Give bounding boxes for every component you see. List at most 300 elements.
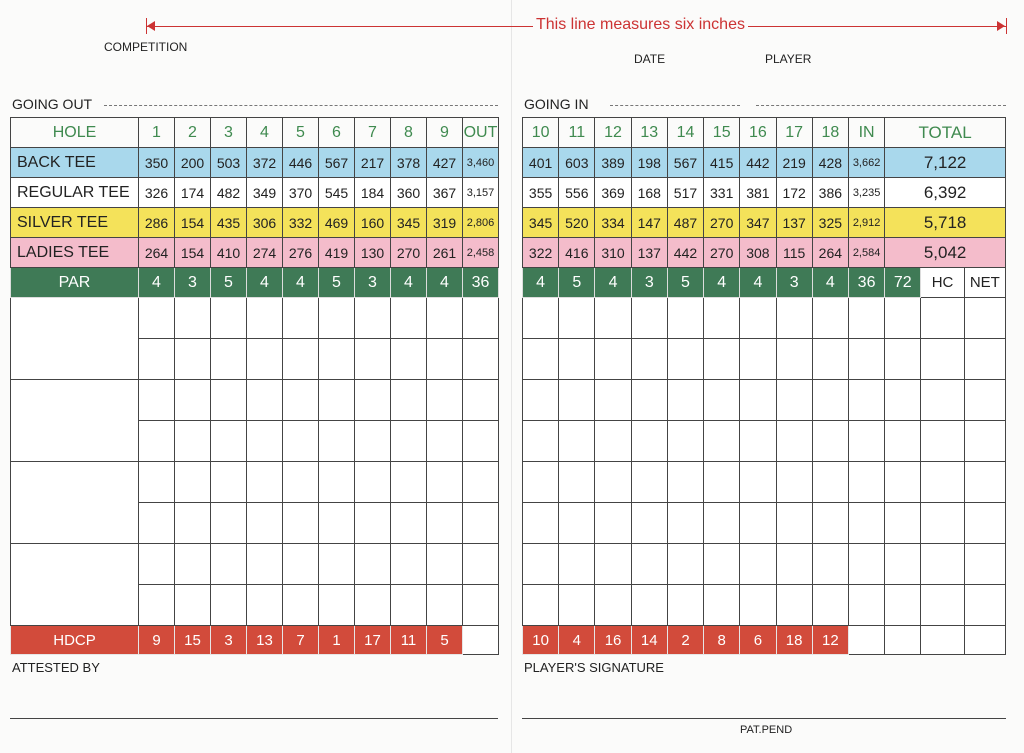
tee-name: LADIES TEE bbox=[11, 238, 139, 268]
score-cell[interactable] bbox=[523, 298, 559, 339]
score-cell[interactable] bbox=[427, 380, 463, 421]
net-cell[interactable] bbox=[964, 544, 1005, 585]
score-cell[interactable] bbox=[247, 544, 283, 585]
score-cell[interactable] bbox=[139, 503, 175, 544]
hole-number: 15 bbox=[704, 118, 740, 148]
score-cell[interactable] bbox=[211, 544, 247, 585]
hole-number: 18 bbox=[812, 118, 848, 148]
score-cell[interactable] bbox=[776, 503, 812, 544]
hdcp-cell: 9 bbox=[139, 626, 175, 655]
par-cell: 4 bbox=[812, 268, 848, 298]
score-cell[interactable] bbox=[704, 585, 740, 626]
score-cell[interactable] bbox=[704, 462, 740, 503]
going-in-label: GOING IN bbox=[524, 96, 593, 112]
score-cell[interactable] bbox=[667, 544, 703, 585]
score-row bbox=[11, 380, 499, 421]
players-signature-label: PLAYER'S SIGNATURE bbox=[524, 660, 664, 675]
score-cell[interactable] bbox=[631, 585, 667, 626]
yardage-cell: 487 bbox=[667, 208, 703, 238]
hdcp-cell: 18 bbox=[776, 626, 812, 655]
score-cell[interactable] bbox=[848, 339, 884, 380]
score-cell[interactable] bbox=[559, 380, 595, 421]
score-cell[interactable] bbox=[595, 503, 631, 544]
score-cell[interactable] bbox=[391, 544, 427, 585]
score-cell[interactable] bbox=[776, 585, 812, 626]
score-cell[interactable] bbox=[247, 298, 283, 339]
score-cell[interactable] bbox=[667, 421, 703, 462]
score-row bbox=[523, 298, 1006, 339]
score-cell[interactable] bbox=[283, 503, 319, 544]
yardage-cell: 545 bbox=[319, 178, 355, 208]
par-out-cell: 36 bbox=[463, 268, 499, 298]
score-cell[interactable] bbox=[631, 544, 667, 585]
score-cell[interactable] bbox=[355, 585, 391, 626]
hdcp-blank-cell bbox=[463, 626, 499, 655]
score-cell[interactable] bbox=[848, 503, 884, 544]
yardage-cell: 184 bbox=[355, 178, 391, 208]
score-cell[interactable] bbox=[319, 585, 355, 626]
score-cell[interactable] bbox=[175, 462, 211, 503]
score-cell[interactable] bbox=[667, 298, 703, 339]
in-total-cell: 3,235 bbox=[848, 178, 884, 208]
yardage-cell: 217 bbox=[355, 148, 391, 178]
score-cell[interactable] bbox=[631, 380, 667, 421]
score-cell[interactable] bbox=[139, 462, 175, 503]
par-cell: 3 bbox=[175, 268, 211, 298]
score-cell[interactable] bbox=[667, 339, 703, 380]
score-cell[interactable] bbox=[559, 585, 595, 626]
out-total-cell: 2,458 bbox=[463, 238, 499, 268]
score-cell[interactable] bbox=[319, 544, 355, 585]
par-cell: 5 bbox=[559, 268, 595, 298]
hdcp-cell: 4 bbox=[559, 626, 595, 655]
yardage-cell: 469 bbox=[319, 208, 355, 238]
score-cell[interactable] bbox=[559, 339, 595, 380]
score-cell[interactable] bbox=[463, 585, 499, 626]
score-cell[interactable] bbox=[175, 585, 211, 626]
par-label: PAR bbox=[11, 268, 139, 298]
score-cell[interactable] bbox=[667, 585, 703, 626]
net-cell[interactable] bbox=[964, 380, 1005, 421]
hdcp-cell: 3 bbox=[211, 626, 247, 655]
yardage-cell: 137 bbox=[776, 208, 812, 238]
score-cell[interactable] bbox=[595, 585, 631, 626]
score-cell[interactable] bbox=[283, 380, 319, 421]
score-cell[interactable] bbox=[523, 462, 559, 503]
total-score-cell[interactable] bbox=[885, 462, 921, 503]
score-cell[interactable] bbox=[776, 298, 812, 339]
score-cell[interactable] bbox=[812, 462, 848, 503]
yardage-cell: 154 bbox=[175, 238, 211, 268]
hc-cell[interactable] bbox=[921, 585, 964, 626]
hc-cell[interactable] bbox=[921, 421, 964, 462]
silver-tee-row bbox=[11, 208, 499, 238]
score-cell[interactable] bbox=[848, 585, 884, 626]
score-cell[interactable] bbox=[776, 544, 812, 585]
score-cell[interactable] bbox=[247, 380, 283, 421]
par-cell: 4 bbox=[139, 268, 175, 298]
tee-name: REGULAR TEE bbox=[11, 178, 139, 208]
score-cell[interactable] bbox=[427, 544, 463, 585]
score-cell[interactable] bbox=[595, 421, 631, 462]
score-cell[interactable] bbox=[812, 298, 848, 339]
score-cell[interactable] bbox=[848, 462, 884, 503]
yardage-cell: 386 bbox=[812, 178, 848, 208]
score-cell[interactable] bbox=[740, 503, 776, 544]
hdcp-row bbox=[11, 626, 499, 655]
score-cell[interactable] bbox=[740, 380, 776, 421]
score-cell[interactable] bbox=[319, 339, 355, 380]
score-cell[interactable] bbox=[355, 462, 391, 503]
score-cell[interactable] bbox=[427, 339, 463, 380]
score-cell[interactable] bbox=[740, 421, 776, 462]
hdcp-cell: 14 bbox=[631, 626, 667, 655]
yardage-cell: 326 bbox=[139, 178, 175, 208]
score-cell[interactable] bbox=[211, 462, 247, 503]
yardage-cell: 389 bbox=[595, 148, 631, 178]
score-cell[interactable] bbox=[667, 380, 703, 421]
grand-total-cell: 7,122 bbox=[885, 148, 1006, 178]
yardage-cell: 517 bbox=[667, 178, 703, 208]
score-cell[interactable] bbox=[283, 421, 319, 462]
score-cell[interactable] bbox=[812, 339, 848, 380]
in-total-cell: 3,662 bbox=[848, 148, 884, 178]
ruler-right-tick bbox=[1006, 18, 1007, 34]
yardage-cell: 172 bbox=[776, 178, 812, 208]
score-cell[interactable] bbox=[704, 544, 740, 585]
score-row bbox=[11, 421, 499, 462]
score-cell[interactable] bbox=[139, 339, 175, 380]
score-cell[interactable] bbox=[463, 503, 499, 544]
net-cell[interactable] bbox=[964, 585, 1005, 626]
score-cell[interactable] bbox=[523, 544, 559, 585]
score-cell[interactable] bbox=[595, 298, 631, 339]
score-cell[interactable] bbox=[211, 339, 247, 380]
score-cell[interactable] bbox=[812, 503, 848, 544]
score-cell[interactable] bbox=[391, 585, 427, 626]
score-cell[interactable] bbox=[391, 503, 427, 544]
grand-total-cell: 5,042 bbox=[885, 238, 1006, 268]
score-cell[interactable] bbox=[391, 421, 427, 462]
score-cell[interactable] bbox=[631, 339, 667, 380]
date-label: DATE bbox=[634, 52, 666, 66]
score-row bbox=[523, 380, 1006, 421]
score-cell[interactable] bbox=[812, 585, 848, 626]
score-cell[interactable] bbox=[848, 380, 884, 421]
score-cell[interactable] bbox=[463, 421, 499, 462]
hole-number: 9 bbox=[427, 118, 463, 148]
par-cell: 5 bbox=[667, 268, 703, 298]
score-cell[interactable] bbox=[848, 421, 884, 462]
score-cell[interactable] bbox=[211, 421, 247, 462]
score-cell[interactable] bbox=[463, 339, 499, 380]
score-cell[interactable] bbox=[704, 380, 740, 421]
yardage-cell: 603 bbox=[559, 148, 595, 178]
score-cell[interactable] bbox=[319, 503, 355, 544]
net-cell[interactable] bbox=[964, 339, 1005, 380]
score-cell[interactable] bbox=[704, 298, 740, 339]
player-name-cell[interactable] bbox=[11, 585, 139, 626]
net-cell[interactable] bbox=[964, 462, 1005, 503]
score-row bbox=[523, 544, 1006, 585]
hdcp-cell: 16 bbox=[595, 626, 631, 655]
par-cell: 3 bbox=[631, 268, 667, 298]
score-cell[interactable] bbox=[848, 544, 884, 585]
score-cell[interactable] bbox=[740, 298, 776, 339]
score-cell[interactable] bbox=[283, 585, 319, 626]
going-in-line-2 bbox=[756, 105, 1006, 106]
score-cell[interactable] bbox=[427, 462, 463, 503]
yardage-cell: 168 bbox=[631, 178, 667, 208]
score-cell[interactable] bbox=[175, 380, 211, 421]
total-score-cell[interactable] bbox=[885, 585, 921, 626]
score-cell[interactable] bbox=[175, 421, 211, 462]
score-cell[interactable] bbox=[595, 380, 631, 421]
out-total-cell: 2,806 bbox=[463, 208, 499, 238]
score-cell[interactable] bbox=[139, 585, 175, 626]
score-cell[interactable] bbox=[595, 544, 631, 585]
score-cell[interactable] bbox=[704, 503, 740, 544]
score-cell[interactable] bbox=[391, 462, 427, 503]
score-row bbox=[11, 585, 499, 626]
par-cell: 4 bbox=[427, 268, 463, 298]
score-cell[interactable] bbox=[355, 298, 391, 339]
score-cell[interactable] bbox=[247, 503, 283, 544]
score-cell[interactable] bbox=[704, 339, 740, 380]
yardage-cell: 325 bbox=[812, 208, 848, 238]
net-cell[interactable] bbox=[964, 421, 1005, 462]
card-fold bbox=[511, 0, 512, 753]
hc-cell[interactable] bbox=[921, 503, 964, 544]
attested-by-label: ATTESTED BY bbox=[12, 660, 100, 675]
yardage-cell: 137 bbox=[631, 238, 667, 268]
score-cell[interactable] bbox=[211, 585, 247, 626]
score-cell[interactable] bbox=[595, 339, 631, 380]
par-cell: 4 bbox=[283, 268, 319, 298]
hc-cell[interactable] bbox=[921, 298, 964, 339]
score-cell[interactable] bbox=[427, 585, 463, 626]
total-score-cell[interactable] bbox=[885, 380, 921, 421]
score-row bbox=[523, 462, 1006, 503]
yardage-cell: 154 bbox=[175, 208, 211, 238]
score-row bbox=[523, 503, 1006, 544]
out-label: OUT bbox=[463, 118, 499, 148]
player-name-cell[interactable] bbox=[11, 462, 139, 503]
score-cell[interactable] bbox=[427, 298, 463, 339]
score-cell[interactable] bbox=[740, 462, 776, 503]
score-cell[interactable] bbox=[139, 544, 175, 585]
players-signature-line[interactable] bbox=[522, 718, 1006, 719]
score-cell[interactable] bbox=[319, 298, 355, 339]
score-cell[interactable] bbox=[391, 380, 427, 421]
score-cell[interactable] bbox=[175, 298, 211, 339]
player-name-cell[interactable] bbox=[11, 339, 139, 380]
total-score-cell[interactable] bbox=[885, 339, 921, 380]
total-score-cell[interactable] bbox=[885, 298, 921, 339]
total-score-cell[interactable] bbox=[885, 544, 921, 585]
par-total-cell: 72 bbox=[885, 268, 921, 298]
score-cell[interactable] bbox=[175, 339, 211, 380]
score-cell[interactable] bbox=[704, 421, 740, 462]
score-cell[interactable] bbox=[355, 503, 391, 544]
score-cell[interactable] bbox=[667, 462, 703, 503]
score-cell[interactable] bbox=[139, 380, 175, 421]
score-cell[interactable] bbox=[463, 298, 499, 339]
score-cell[interactable] bbox=[283, 298, 319, 339]
score-cell[interactable] bbox=[319, 380, 355, 421]
score-cell[interactable] bbox=[247, 421, 283, 462]
out-total-cell: 3,460 bbox=[463, 148, 499, 178]
score-cell[interactable] bbox=[211, 380, 247, 421]
score-cell[interactable] bbox=[139, 298, 175, 339]
score-cell[interactable] bbox=[463, 544, 499, 585]
score-cell[interactable] bbox=[355, 544, 391, 585]
yardage-cell: 310 bbox=[595, 238, 631, 268]
going-in-line-1 bbox=[610, 105, 740, 106]
attested-by-line[interactable] bbox=[10, 718, 498, 719]
total-score-cell[interactable] bbox=[885, 503, 921, 544]
hc-cell[interactable] bbox=[921, 544, 964, 585]
score-cell[interactable] bbox=[631, 298, 667, 339]
yardage-cell: 369 bbox=[595, 178, 631, 208]
score-cell[interactable] bbox=[523, 421, 559, 462]
total-score-cell[interactable] bbox=[885, 421, 921, 462]
yardage-cell: 147 bbox=[631, 208, 667, 238]
score-cell[interactable] bbox=[559, 503, 595, 544]
hole-row bbox=[11, 118, 499, 148]
score-cell[interactable] bbox=[463, 462, 499, 503]
score-cell[interactable] bbox=[247, 462, 283, 503]
score-cell[interactable] bbox=[283, 339, 319, 380]
score-cell[interactable] bbox=[283, 462, 319, 503]
hc-cell[interactable] bbox=[921, 339, 964, 380]
score-cell[interactable] bbox=[319, 462, 355, 503]
score-cell[interactable] bbox=[631, 462, 667, 503]
score-cell[interactable] bbox=[427, 503, 463, 544]
yardage-cell: 200 bbox=[175, 148, 211, 178]
hdcp-cell: 17 bbox=[355, 626, 391, 655]
par-cell: 5 bbox=[211, 268, 247, 298]
score-cell[interactable] bbox=[848, 298, 884, 339]
score-row bbox=[11, 503, 499, 544]
score-cell[interactable] bbox=[812, 380, 848, 421]
score-cell[interactable] bbox=[523, 585, 559, 626]
score-cell[interactable] bbox=[523, 339, 559, 380]
score-cell[interactable] bbox=[355, 380, 391, 421]
player-name-cell[interactable] bbox=[11, 421, 139, 462]
score-cell[interactable] bbox=[391, 339, 427, 380]
score-cell[interactable] bbox=[463, 380, 499, 421]
player-label: PLAYER bbox=[765, 52, 812, 66]
net-cell[interactable] bbox=[964, 503, 1005, 544]
player-name-cell[interactable] bbox=[11, 503, 139, 544]
tee-name: BACK TEE bbox=[11, 148, 139, 178]
score-cell[interactable] bbox=[175, 544, 211, 585]
yardage-cell: 331 bbox=[704, 178, 740, 208]
score-cell[interactable] bbox=[740, 544, 776, 585]
hdcp-cell: 10 bbox=[523, 626, 559, 655]
score-cell[interactable] bbox=[355, 421, 391, 462]
score-cell[interactable] bbox=[427, 421, 463, 462]
hdcp-blank-cell bbox=[964, 626, 1005, 655]
score-cell[interactable] bbox=[175, 503, 211, 544]
net-cell[interactable] bbox=[964, 298, 1005, 339]
score-cell[interactable] bbox=[559, 462, 595, 503]
score-cell[interactable] bbox=[595, 462, 631, 503]
score-cell[interactable] bbox=[559, 421, 595, 462]
score-cell[interactable] bbox=[391, 298, 427, 339]
hole-number: 8 bbox=[391, 118, 427, 148]
score-cell[interactable] bbox=[211, 503, 247, 544]
in-total-cell: 2,912 bbox=[848, 208, 884, 238]
player-name-cell[interactable] bbox=[11, 298, 139, 339]
hole-label: HOLE bbox=[11, 118, 139, 148]
score-cell[interactable] bbox=[631, 421, 667, 462]
score-cell[interactable] bbox=[740, 339, 776, 380]
score-cell[interactable] bbox=[559, 544, 595, 585]
score-cell[interactable] bbox=[776, 421, 812, 462]
yardage-cell: 350 bbox=[139, 148, 175, 178]
yardage-cell: 367 bbox=[427, 178, 463, 208]
hdcp-cell: 11 bbox=[391, 626, 427, 655]
score-cell[interactable] bbox=[740, 585, 776, 626]
score-cell[interactable] bbox=[776, 380, 812, 421]
yardage-cell: 345 bbox=[523, 208, 559, 238]
score-cell[interactable] bbox=[211, 298, 247, 339]
yardage-cell: 270 bbox=[704, 238, 740, 268]
score-cell[interactable] bbox=[283, 544, 319, 585]
score-cell[interactable] bbox=[523, 380, 559, 421]
score-cell[interactable] bbox=[139, 421, 175, 462]
yardage-cell: 446 bbox=[283, 148, 319, 178]
score-cell[interactable] bbox=[559, 298, 595, 339]
score-cell[interactable] bbox=[523, 503, 559, 544]
score-row bbox=[523, 339, 1006, 380]
par-row bbox=[11, 268, 499, 298]
yardage-cell: 308 bbox=[740, 238, 776, 268]
yardage-cell: 270 bbox=[704, 208, 740, 238]
score-cell[interactable] bbox=[355, 339, 391, 380]
in-label: IN bbox=[848, 118, 884, 148]
yardage-cell: 378 bbox=[391, 148, 427, 178]
yardage-cell: 198 bbox=[631, 148, 667, 178]
score-cell[interactable] bbox=[247, 585, 283, 626]
yardage-cell: 410 bbox=[211, 238, 247, 268]
hc-cell[interactable] bbox=[921, 380, 964, 421]
hdcp-cell: 7 bbox=[283, 626, 319, 655]
yardage-cell: 360 bbox=[391, 178, 427, 208]
score-cell[interactable] bbox=[812, 421, 848, 462]
score-cell[interactable] bbox=[776, 462, 812, 503]
score-cell[interactable] bbox=[812, 544, 848, 585]
yardage-cell: 306 bbox=[247, 208, 283, 238]
score-cell[interactable] bbox=[776, 339, 812, 380]
hdcp-blank-cell bbox=[921, 626, 964, 655]
player-name-cell[interactable] bbox=[11, 380, 139, 421]
score-cell[interactable] bbox=[247, 339, 283, 380]
yardage-cell: 274 bbox=[247, 238, 283, 268]
hole-number: 17 bbox=[776, 118, 812, 148]
hc-cell[interactable] bbox=[921, 462, 964, 503]
score-cell[interactable] bbox=[319, 421, 355, 462]
hole-number: 10 bbox=[523, 118, 559, 148]
player-name-cell[interactable] bbox=[11, 544, 139, 585]
score-cell[interactable] bbox=[667, 503, 703, 544]
yardage-cell: 482 bbox=[211, 178, 247, 208]
hc-label: HC bbox=[921, 268, 964, 298]
hole-number: 16 bbox=[740, 118, 776, 148]
score-cell[interactable] bbox=[631, 503, 667, 544]
